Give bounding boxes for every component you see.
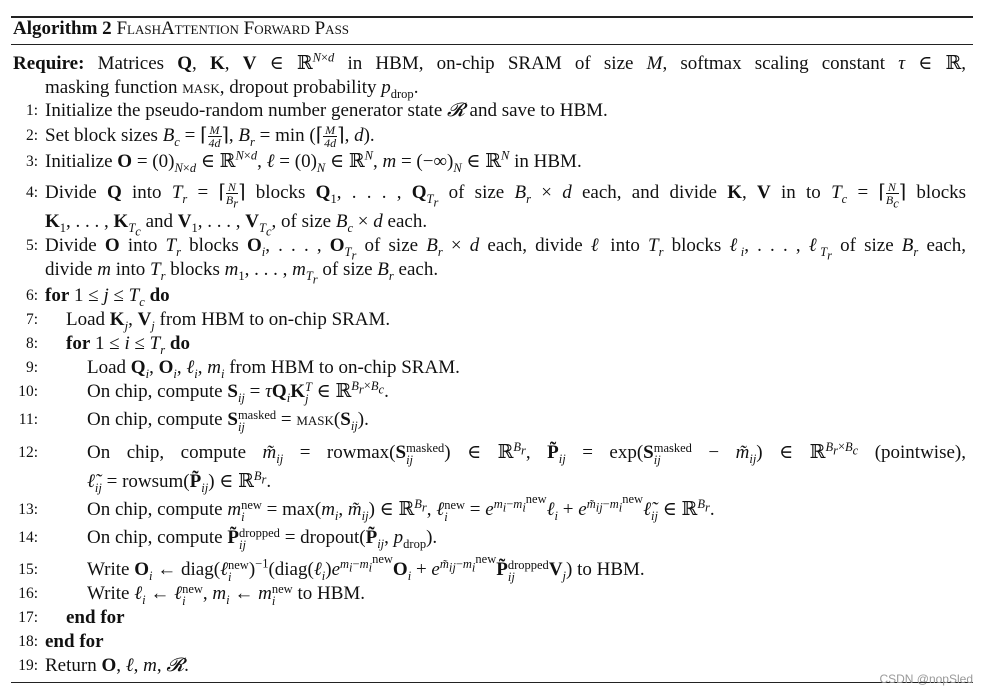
line-text: Set block sizes $B_c$ = ⌈ $\frac{M}{4d}$ ⌉, $B_r = \min$ (⌈ $\frac{M}{4d}$ ⌉, d). [45, 123, 375, 151]
line-number: 15: [18, 561, 38, 578]
line-text: masking function mask, dropout probability $p_{drop}$. [45, 77, 419, 101]
line-text: On chip, compute $m̃_{ij} = rowmax(S$ masked ij ) ∈ ℝ$^{B_r}$, $P̃_{ij} = \exp(S$ masked ij − $m̃_{ij}$) ∈ ℝ$^{B_r\times B_c}$ (pointwise), [87, 439, 966, 467]
line-text: Load $K_j$, $V_j$ from HBM to on-chip SRAM. [66, 309, 391, 333]
algorithm-line [0, 209, 966, 239]
algorithm-line [0, 283, 966, 309]
algorithm-line [0, 469, 966, 495]
algorithm-line [0, 233, 966, 263]
algorithm-line [0, 491, 966, 524]
line-number: 7: [25, 311, 38, 328]
line-text: divide m into $T_r$ blocks $m_1$, . . . , $m_{T_r}$ of size $B_r$ each. [45, 259, 439, 287]
line-text: for $1 \le j \le T_c$ do [45, 285, 170, 309]
algorithm-line [0, 355, 966, 381]
watermark: CSDN @nopSled [879, 672, 973, 686]
line-text: $\ell̃_{ij}$ = $rowsum(P̃_{ij})$ ∈ ℝ$^{B_r}$. [87, 468, 272, 495]
algorithm-line [0, 551, 966, 584]
line-number: 14: [18, 529, 38, 546]
line-text: On chip, compute $S_{ij} = \tau Q_iK$ T j ∈ ℝ$^{B_r\times B_c}$. [87, 378, 389, 406]
line-text: On chip, compute m new i = $\max(m_i$, $m̃_{ij}$) ∈ ℝ$^{B_r}$, ℓ new i = $e^{m_i-m_i^{new}}\ell_i$ + $e^{m̃_{ij}-m_i^{new}}\ell̃_{ij}$ ∈ ℝ$^{B_r}$. [87, 491, 715, 524]
line-text: On chip, compute P̃ dropped ij = $dropout(P̃_{ij}$, $p_{drop}$). [87, 525, 438, 552]
line-number: 10: [18, 383, 38, 400]
algorithm-line [0, 629, 966, 655]
line-number: 3: [25, 153, 38, 170]
line-text: end for [66, 607, 125, 628]
line-number: 11: [18, 411, 38, 428]
line-text: Initialize $O = (0)_{N\times d}$ ∈ ℝ$^{N\times d}$, ℓ = $(0)_N$ ∈ ℝ$^N$, $m = (-\infty)_N$ ∈ ℝ$^N$ in HBM. [45, 148, 582, 175]
algorithm-line [0, 379, 966, 405]
line-number: 6: [25, 287, 38, 304]
line-number: 19: [18, 657, 38, 674]
line-text: Divide Q into $T_r$ = ⌈ $\frac{N}{B_r}$ ⌉ blocks $Q_1$, . . . , $Q_{T_r}$ of size $B_r \times d$ each, and divide K, V in to $T_c$ = ⌈ $\frac{N}{B_c}$ ⌉ blocks [45, 180, 967, 211]
line-text: Initialize the pseudo-random number generator state 𝓡 and save to HBM. [45, 100, 608, 121]
algorithm-line [0, 149, 966, 175]
line-text: for $1 \le i \le T_r$ do [66, 333, 190, 357]
algorithm-line [0, 98, 966, 124]
line-number: 1: [25, 102, 38, 119]
title-rule [11, 44, 973, 45]
algorithm-line [0, 123, 966, 149]
line-text: Divide O into $T_r$ blocks $O_i$, . . . , $O_{T_r}$ of size $B_r \times d$ each, divide ℓ into $T_r$ blocks ℓ$_i$, . . . , ℓ$_{T_r}$ of size $B_r$ each, [45, 235, 966, 263]
algorithm-title: Algorithm 2 FlashAttention Forward Pass [13, 18, 350, 39]
line-text: $K_1$, . . . , $K_{T_c}$ and $V_1$, . . . , $V_{T_c}$, of size $B_c \times d$ each. [45, 211, 428, 239]
algorithm-line [0, 257, 966, 287]
line-text: On chip, compute S masked ij = $mask(S_{ij})$. [87, 407, 369, 434]
algorithm-line [0, 407, 966, 433]
algorithm-line [0, 581, 966, 607]
line-number: 13: [18, 501, 38, 518]
bottom-rule [11, 682, 973, 683]
algorithm-line [0, 605, 966, 631]
line-number: 17: [18, 609, 38, 626]
line-number: 16: [18, 585, 38, 602]
line-text: end for [45, 631, 104, 652]
algorithm-line [0, 653, 966, 679]
algorithm-line [0, 440, 966, 466]
algorithm-line [0, 180, 967, 211]
line-number: 5: [25, 237, 38, 254]
algorithm-line [0, 51, 966, 77]
algorithm-line [0, 307, 966, 333]
line-number: 9: [25, 359, 38, 376]
line-text: Write $O_i$ ← diag(ℓ new i )$^{-1}(diag(\ell_i)e^{m_i-m_i^{new}}O_i$ + $e^{m̃_{ij}-m_i^{new}}P̃$ dropped ij $V_j$) to HBM. [87, 551, 645, 584]
line-number: 2: [25, 127, 38, 144]
line-text: Write ℓ$_i$ ← ℓ new i , $m_i$ ← m new i to HBM. [87, 581, 366, 608]
line-number: 8: [25, 335, 38, 352]
line-text: Return O, ℓ, m, 𝓡. [45, 655, 189, 676]
algorithm-line [0, 331, 966, 357]
algorithm-line [0, 525, 966, 551]
line-number: 18: [18, 633, 38, 650]
line-number: 4: [25, 184, 38, 201]
line-number: 12: [18, 444, 38, 461]
line-text: Require: Matrices Q, K, V ∈ ℝ$^{N\times d}$ in HBM, on-chip SRAM of size M, softmax scaling constant τ ∈ ℝ, [13, 50, 967, 74]
line-text: Load $Q_i$, $O_i$, ℓ$_i$, $m_i$ from HBM to on-chip SRAM. [87, 357, 460, 381]
